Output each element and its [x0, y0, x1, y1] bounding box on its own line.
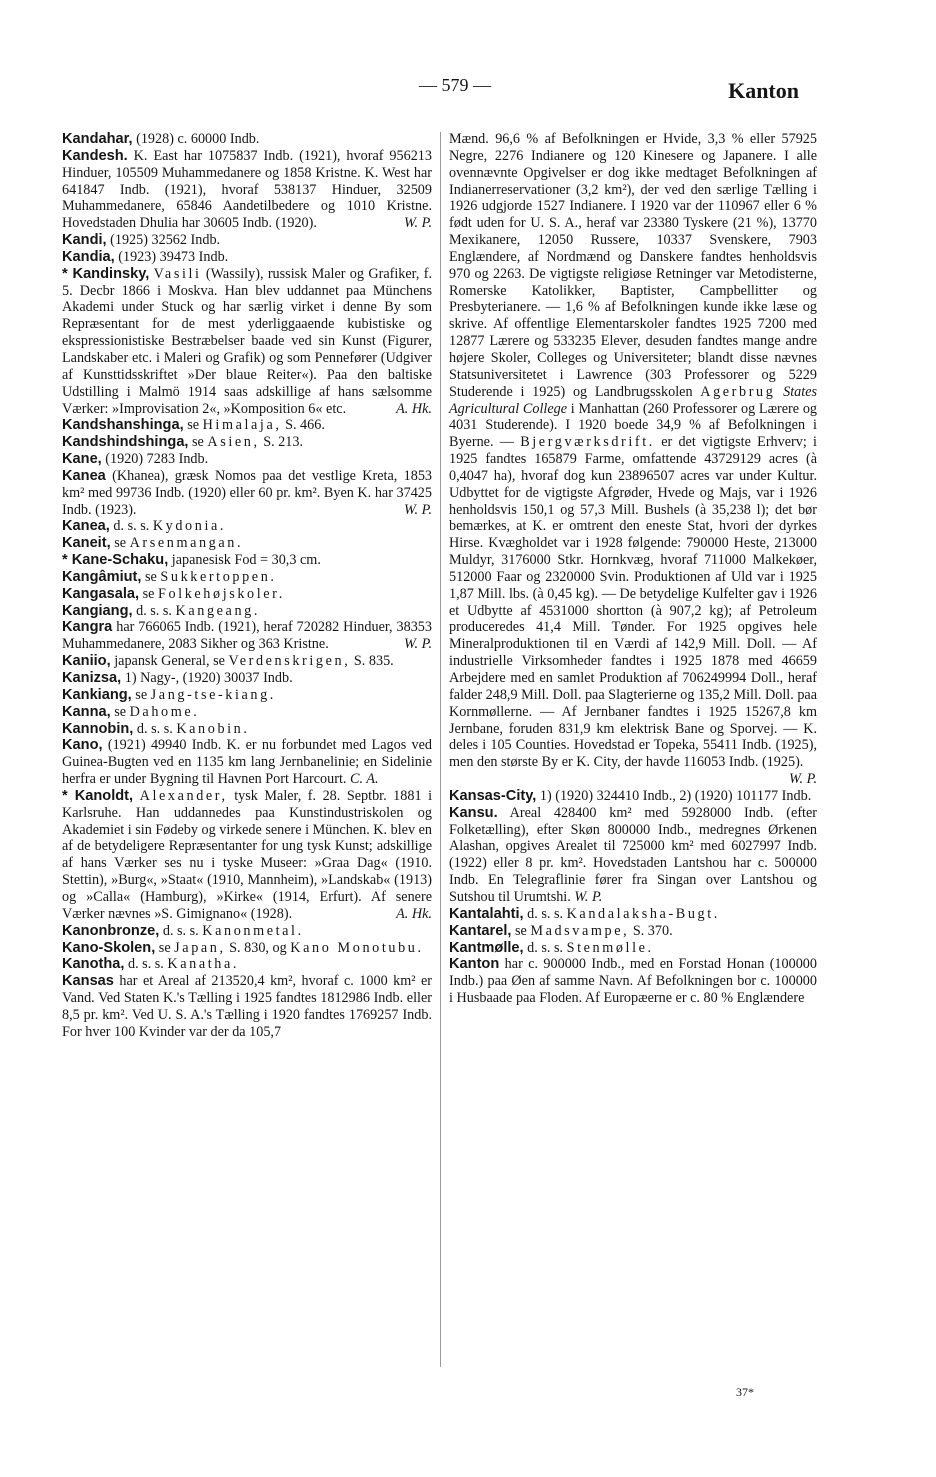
entry-text: se: [142, 585, 155, 602]
entry-spaced-term: Kangeang.: [175, 602, 260, 619]
entry-spaced-term: Jang-tse-kiang.: [150, 686, 276, 703]
dictionary-entry: [62, 940, 432, 957]
entry-headword: Kaneit,: [62, 535, 111, 552]
entry-text: (Wassily), russisk Maler og Grafiker, f. 5. Decbr 1866 i Moskva. Han blev uddannet paa Münchens Akademi under Stuck og har særlig virket i denne By som Repræsentant for de mest yderliggaaende kubistiske og ekspressionistiske Bestræbelser baade ved sin Kunst (Figurer, Landskaber etc. i Maleri og Grafik) og som Pennefører (Udgiver af Kunsttidsskriftet »Der blaue Reiter«). Paa den baltiske Udstilling i Malmö 1914 saas adskillige af hans sælsomme Værker: »Improvisation 2«, »Komposition 6« etc.: [62, 265, 432, 417]
entry-signature: C. A.: [350, 771, 379, 788]
entry-text: (1928) c. 60000 Indb.: [136, 131, 260, 147]
entry-spaced-term: Folkehøjskoler.: [157, 585, 285, 602]
dictionary-entry: [62, 232, 432, 249]
entry-text: japanesisk Fod = 30,3 cm.: [171, 552, 321, 569]
entry-headword: Kangra: [62, 619, 113, 636]
entry-headword: Kansas: [62, 973, 114, 990]
dictionary-entry: [449, 131, 817, 788]
entry-text: tysk Maler, f. 28. Septbr. 1881 i Karlsruhe. Han uddannedes paa Kunstindustriskolen og Akademiet i sin Fødeby og virkede senere i München. K. blev en af de betydeligere Repræsentanter for ung tysk Kunst; adskillige af hans Værker ses nu i tyske Museer: »Graa Dag« (1910. Stettin), »Burg«, »Staat« (1910, Mannheim), »Landskab« (1913) og »Calla« (Hamburg), »Kirke« (1914, Erfurt). Af senere Værker nævnes »S. Gimignano« (1928).: [62, 787, 433, 922]
right-column: [449, 131, 817, 1007]
dictionary-entry: [62, 619, 432, 653]
dictionary-entry: [62, 586, 432, 603]
entry-headword: Kanotha,: [62, 956, 125, 973]
entry-text: (1923) 39473 Indb.: [118, 248, 229, 265]
dictionary-entry: [62, 417, 432, 434]
entry-signature: W. P.: [789, 771, 817, 788]
entry-text: har 766065 Indb. (1921), heraf 720282 Hinduer, 38353 Muhammedanere, 2083 Sikher og 363 Kristne.: [62, 619, 432, 653]
entry-text: 1) Nagy-, (1920) 30037 Indb.: [124, 670, 293, 686]
entry-spaced-term: Sukkertoppen.: [160, 568, 277, 585]
entry-spaced-term: Verdenskrigen,: [228, 653, 351, 670]
entry-headword: Kansu.: [449, 804, 498, 821]
entry-spaced-term: Arsenmangan.: [129, 535, 244, 552]
entry-text: d. s. s.: [127, 956, 164, 973]
page-number: — 579 —: [419, 75, 491, 95]
entry-headword: * Kandinsky,: [62, 265, 150, 282]
entry-text: har c. 900000 Indb., med en Forstad Honan (100000 Indb.) paa Øen af samme Navn. Af Befolkningen bor c. 100000 i Husbaade paa Floden. Af Europæerne er c. 80 % Englændere: [449, 956, 817, 1007]
dictionary-entry: [62, 687, 432, 704]
entry-text: (1925) 32562 Indb.: [110, 232, 221, 249]
entry-text: De betydelige Kulfelter gav i 1926 et Udbytte af 4531000 shortton (à 907,2 kg); af Petroleum produceredes 41,4 Mill. Tønder. For 1925 opgives hele Mineralproduktionen til en Værdi af 142,9 Mill. Doll. — Af industrielle Virksomheder fandtes i 1925 1878 med 46659 Arbejdere med en samlet Produktion af 706249994 Doll., heraf falder 248,9 Mill. Doll. paa Slagterierne og 135,2 Mill. Doll. paa Kornmøllerne. — Af Jernbaner fandtes i 1925 15267,8 km Jernbane, foruden 831,9 km elektrisk Bane og Sporvej. — K. deles i 105 Counties. Hovedstad er Topeka, 55411 Indb. (1925), men den største By er K. City, der havde 116053 Indb. (1925).: [449, 585, 818, 771]
entry-text: er det vigtigste Erhverv; i 1925 fandtes 165879 Farme, omfattende 43729129 acres (à 0,4047 ha), hvoraf dog kun 23896507 acres var under Kultur. Udbyttet for de vigtigste Afgrøder, Hvede og Majs, var i 1926 henholdsvis 150,1 og 57,3 Mill. Bushels (à 35,238 l); det bør bemærkes, at K. er omtrent den eneste Stat, hvori der dyrkes Hirse. Kvægholdet var i 1928 følgende: 790000 Heste, 213000 Muldyr, 3176000 Stkr. Hornkvæg, hvoraf 711000 Malkekøer, 512000 Faar og 2320000 Svin. Produktionen af Uld var i 1925 1,87 Mill. lbs. (à 0,45 kg). —: [449, 434, 817, 602]
entry-text: d. s. s.: [527, 905, 564, 922]
dictionary-entry: [62, 131, 432, 148]
entry-spaced-term: Kano Monotubu.: [290, 939, 424, 956]
entry-headword: Kantarel,: [449, 922, 512, 939]
signature-mark: 37*: [736, 1385, 754, 1399]
dictionary-entry: [62, 148, 432, 232]
entry-headword: Kanonbronze,: [62, 922, 160, 939]
entry-text: d. s. s.: [136, 602, 172, 619]
entry-headword: Kanea: [62, 467, 106, 484]
entry-headword: Kandshindshinga,: [62, 434, 189, 451]
dictionary-entry: [62, 737, 432, 788]
entry-text: se: [114, 535, 127, 552]
entry-text: se: [187, 417, 200, 434]
entry-headword: Kantmølle,: [449, 939, 524, 956]
entry-spaced-term: Himalaja,: [202, 417, 282, 434]
entry-spaced-term: Madsvampe,: [530, 922, 630, 939]
entry-headword: Kangiang,: [62, 602, 133, 619]
entry-headword: Kano-Skolen,: [62, 939, 156, 956]
entry-italic-term: States Agricultural College: [449, 383, 818, 417]
entry-text: se: [135, 686, 148, 703]
dictionary-entry: [62, 704, 432, 721]
entry-spaced-term: Kanobin.: [176, 720, 250, 737]
dictionary-entry: [449, 906, 817, 923]
dictionary-entry: [62, 670, 432, 687]
dictionary-entry: [62, 721, 432, 738]
entry-signature: A. Hk.: [396, 905, 432, 922]
entry-text: se: [158, 939, 171, 956]
entry-spaced-term: Vasili: [153, 265, 202, 282]
entry-text: (1921) 49940 Indb. K. er nu forbundet med Lagos ved Guinea-Bugten ved en 1135 km lang Jernbanelinie; en Sidelinie herfra er under Bygning til Havnen Port Harcourt.: [62, 737, 433, 788]
column-divider: [440, 132, 441, 1367]
left-column: [62, 131, 432, 1041]
entry-headword: Kantalahti,: [449, 905, 524, 922]
entry-text: se: [114, 703, 127, 720]
entry-text: har et Areal af 213520,4 km², hvoraf c. 1000 km² er Vand. Ved Staten K.'s Tælling i 1925 fandtes 1812986 Indb. eller 8,5 pr. km². Ved U. S. A.'s Tælling i 1920 fandtes 1769257 Indb. For hver 100 Kvinder var der da 105,7: [62, 973, 433, 1040]
entry-text: Areal 428400 km² med 5928000 Indb. (efter Folketælling), efter Skøn 800000 Indb., medregnes Ørkenen Alashan, opgives Arealet til 725000 km² med 6027997 Indb. (1922) eller 8 pr. km². Hovedstaden Lantshou har c. 500000 Indb. En Telegraflinie fører fra Singan over Lantshou og Sutshou til Urumtshi.: [449, 804, 818, 905]
entry-text: Mænd. 96,6 % af Befolkningen er Hvide, 3,3 % eller 57925 Negre, 2276 Indianere og 120 Kinesere og Japanere. I alle ovennævnte Opgivelser er dog ikke medtaget Befolkningen af Indianerreservationer (3,2 km²), der ved den særlige Tælling i 1926 udgjorde 1527 Indianere. I 1920 var der 110967 eller 6 % født uden for U. S. A., heraf var 23380 Tyskere (21 %), 13770 Mexikanere, 12050 Russere, 10337 Svenskere, 7903 Englændere, af Nordmænd og Danskere fandtes henholdsvis 970 og 2263. De vigtigste religiøse Retninger var Metodisterne, Romerske Katolikker, Baptister, Campbellitter og Presbyterianere. — 1,6 % af Befolkningen kunde ikke læse og skrive. Af offentlige Elementarskoler fandtes 1925 7200 med 12877 Lærere og 533235 Elever, desuden fandtes mange andre højere Skoler, Colleges og Universiteter; blandt disse nævnes Statsuniversitetet i Lawrence (303 Professorer og 5229 Studerende i 1925) og Landbrugsskolen: [449, 131, 817, 400]
dictionary-entry: [62, 451, 432, 468]
entry-headword: Kane,: [62, 451, 102, 468]
dictionary-entry: [62, 653, 432, 670]
entry-headword: Kanizsa,: [62, 670, 122, 686]
entry-headword: Kanton: [449, 956, 500, 973]
entry-text: S. 370.: [632, 922, 673, 939]
entry-headword: Kandesh.: [62, 147, 128, 164]
dictionary-entry: [62, 249, 432, 266]
dictionary-entry: [62, 956, 432, 973]
entry-text: S. 830, og: [229, 939, 287, 956]
entry-spaced-term: Kydonia.: [152, 518, 227, 535]
entry-text: d. s. s.: [527, 939, 564, 956]
dictionary-entry: [449, 923, 817, 940]
entry-headword: Kandahar,: [62, 131, 133, 147]
dictionary-entry: [449, 956, 817, 1007]
dictionary-entry: [62, 535, 432, 552]
entry-spaced-term: Kandalaksha-Bugt.: [566, 905, 720, 922]
entry-headword: Kangâmiut,: [62, 568, 142, 585]
dictionary-entry: [449, 940, 817, 957]
entry-text: i Manhattan (260 Professorer og Lærere og 4031 Studerende). I 1920 boede 34,9 % af Befolkningen i Byerne. —: [449, 400, 818, 451]
entry-signature: W. P.: [574, 888, 603, 905]
entry-text: K. East har 1075837 Indb. (1921), hvoraf 956213 Hinduer, 105509 Muhammedanere og 1858 Kristne. K. West har 641847 Indb. (1921), hvoraf 538137 Hinduer, 32509 Muhammedanere, 65846 Aandetilbedere og 1010 Kristne. Hovedstaden Dhulia har 30605 Indb. (1920).: [62, 147, 432, 232]
entry-text: S. 466.: [285, 417, 325, 434]
entry-headword: Kandia,: [62, 248, 115, 265]
dictionary-entry: [62, 973, 432, 1040]
entry-spaced-term: Agerbrug: [700, 383, 776, 400]
entry-text: se: [515, 922, 527, 939]
entry-headword: Kandi,: [62, 232, 107, 249]
entry-text: se: [192, 434, 204, 451]
dictionary-entry: [62, 552, 432, 569]
entry-headword: * Kane-Schaku,: [62, 552, 169, 569]
entry-spaced-term: Kanonmetal.: [202, 922, 304, 939]
entry-signature: A. Hk.: [396, 400, 432, 417]
dictionary-entry: [62, 434, 432, 451]
dictionary-entry: [62, 518, 432, 535]
entry-signature: W. P.: [404, 501, 432, 518]
entry-headword: Kandshanshinga,: [62, 417, 184, 434]
dictionary-entry: [62, 569, 432, 586]
dictionary-entry: [62, 923, 432, 940]
dictionary-entry: [449, 788, 817, 805]
dictionary-entry: [62, 468, 432, 519]
entry-spaced-term: Stenmølle.: [566, 939, 654, 956]
entry-text: d. s. s.: [113, 518, 150, 535]
entry-headword: Kankiang,: [62, 686, 132, 703]
entry-text: d. s. s.: [162, 922, 199, 939]
entry-headword: Kanna,: [62, 703, 111, 720]
running-head: Kanton: [728, 78, 799, 103]
entry-headword: Kaniio,: [62, 653, 111, 670]
entry-headword: Kannobin,: [62, 720, 134, 737]
entry-headword: * Kanoldt,: [62, 787, 134, 804]
entry-text: S. 835.: [353, 653, 394, 670]
entry-text: (1920) 7283 Indb.: [105, 451, 209, 468]
entry-text: japansk General, se: [114, 653, 225, 670]
dictionary-entry: [62, 266, 432, 418]
entry-signature: W. P.: [404, 215, 432, 232]
dictionary-entry: [449, 805, 817, 906]
entry-headword: Kansas-City,: [449, 787, 537, 804]
entry-spaced-term: Kanatha.: [167, 956, 240, 973]
entry-text: se: [145, 568, 157, 585]
entry-spaced-term: Bjergværksdrift.: [520, 434, 655, 451]
entry-signature: W. P.: [404, 636, 432, 653]
entry-headword: Kangasala,: [62, 585, 140, 602]
entry-text: S. 213.: [263, 434, 304, 451]
entry-headword: Kano,: [62, 737, 103, 754]
entry-spaced-term: Japan,: [174, 939, 226, 956]
entry-spaced-term: Alexander,: [139, 787, 228, 804]
dictionary-entry: [62, 788, 432, 923]
entry-spaced-term: Dahome.: [129, 703, 200, 720]
dictionary-entry: [62, 603, 432, 620]
entry-text: (Khanea), græsk Nomos paa det vestlige Kreta, 1853 km² med 99736 Indb. (1920) eller 60 pr. km². Byen K. har 37425 Indb. (1923).: [62, 467, 433, 518]
entry-text: d. s. s.: [136, 720, 173, 737]
entry-spaced-term: Asien,: [207, 434, 260, 451]
entry-headword: Kanea,: [62, 518, 110, 535]
entry-text: 1) (1920) 324410 Indb., 2) (1920) 101177 Indb.: [539, 787, 812, 804]
